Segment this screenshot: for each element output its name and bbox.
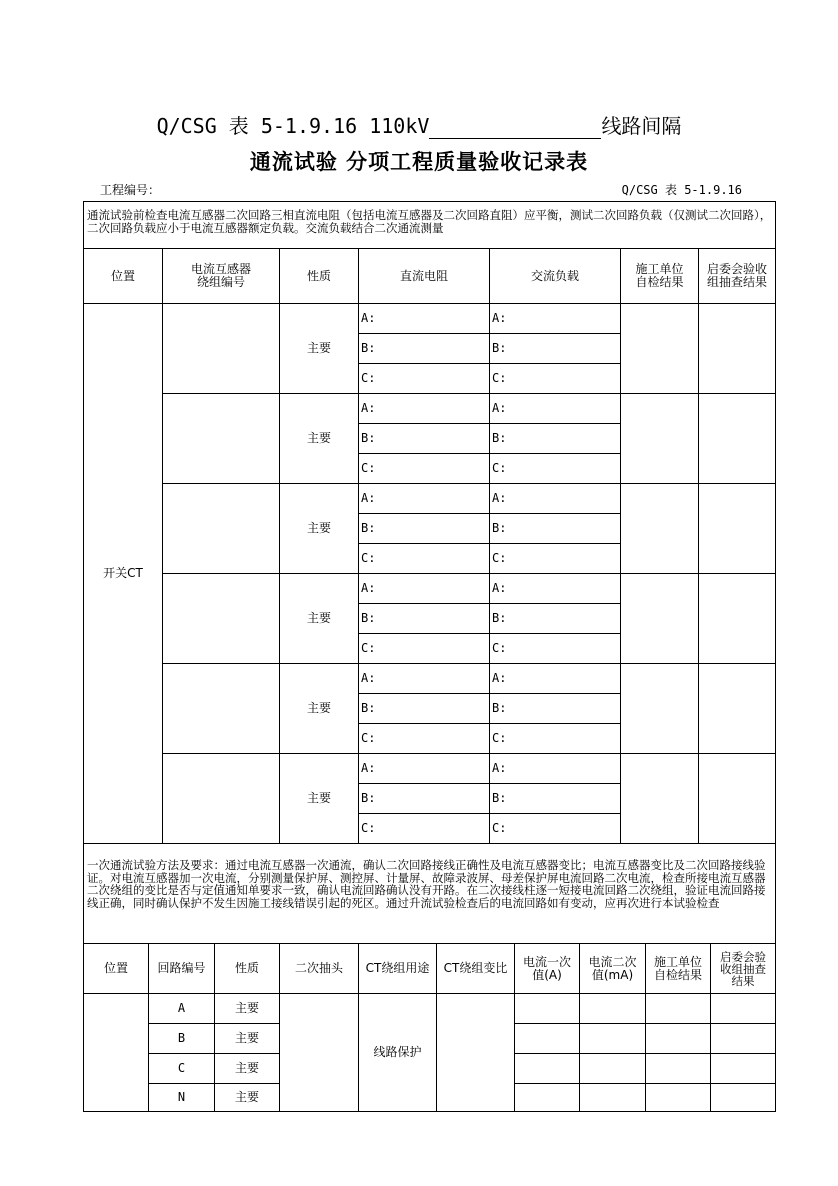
self-check-cell[interactable] [621,574,699,664]
s2-header-secondary-current: 电流二次 值(mA) [580,944,646,994]
s2-self-check-cell[interactable] [646,1024,711,1054]
s2-nature-cell: 主要 [215,1084,280,1111]
ac-load-c-cell[interactable]: C: [490,454,621,484]
header-winding-no: 电流互感器 绕组编号 [163,249,280,304]
form-code: Q/CSG 表 5-1.9.16 [621,183,742,197]
section1-instruction: 通流试验前检查电流互感器二次回路三相直流电阻（包括电流互感器及二次回路直阻）应平衡，测试二次回路负载（仅测试二次回路），二次回路负载应小于电流互感器额定负载。交流负载结合二次通流测量 [87,208,772,235]
project-number-label: 工程编号： [100,183,161,197]
sample-check-cell[interactable] [699,394,775,484]
form-subtitle: 通流试验 分项工程质量验收记录表 [249,150,589,174]
section2-instruction: 一次通流试验方法及要求：通过电流互感器一次通流，确认二次回路接线正确性及电流互感器变比；电流互感器变比及二次回路接线验证。对电流互感器加一次电流，分别测量保护屏、测控屏、计量屏、故障录波屏、母差保护屏电流回路二次电流，检查所接电流互感器二次绕组的变比是否与定值通知单要求一致，确认电流回路确认没有开路。在二次接线柱逐一短接电流回路二次绕组，验证电流回路接线正确，同时确认保护不发生因施工接线错误引起的死区。通过升流试验检查后的电流回路如有变动，应再次进行本试验检查 [87,858,766,910]
s2-header-ct-usage: CT绕组用途 [359,944,437,994]
dc-resistance-c-cell[interactable]: C: [359,364,490,394]
winding-no-cell[interactable] [163,394,280,484]
secondary-current-cell[interactable] [580,994,646,1024]
sample-check-cell[interactable] [699,304,775,394]
s2-ct-ratio-cell[interactable] [437,994,515,1111]
s2-nature-cell: 主要 [215,1024,280,1054]
dc-resistance-b-cell[interactable]: B: [359,424,490,454]
header-sample-check: 启委会验收 组抽查结果 [699,249,775,304]
dc-resistance-b-cell[interactable]: B: [359,694,490,724]
dc-resistance-c-cell[interactable]: C: [359,634,490,664]
ac-load-a-cell[interactable]: A: [490,394,621,424]
ac-load-a-cell[interactable]: A: [490,664,621,694]
nature-cell: 主要 [280,574,359,664]
self-check-cell[interactable] [621,664,699,754]
header-dc-resistance: 直流电阻 [359,249,490,304]
header-self-check: 施工单位 自检结果 [621,249,699,304]
ac-load-a-cell[interactable]: A: [490,754,621,784]
ac-load-c-cell[interactable]: C: [490,364,621,394]
section1-instruction-box [84,202,775,249]
s2-header-ct-ratio: CT绕组变比 [437,944,515,994]
position-cell: 开关CT [84,304,163,844]
nature-cell: 主要 [280,484,359,574]
ac-load-b-cell[interactable]: B: [490,334,621,364]
s2-sample-check-cell[interactable] [711,994,775,1024]
s2-secondary-terminal-cell[interactable] [280,994,359,1111]
self-check-cell[interactable] [621,304,699,394]
dc-resistance-a-cell[interactable]: A: [359,394,490,424]
winding-no-cell[interactable] [163,664,280,754]
form-title-prefix: Q/CSG 表 5-1.9.16 110kV [156,114,430,138]
s2-self-check-cell[interactable] [646,1054,711,1084]
s2-header-self-check: 施工单位 自检结果 [646,944,711,994]
s2-sample-check-cell[interactable] [711,1084,775,1111]
ac-load-c-cell[interactable]: C: [490,544,621,574]
s2-sample-check-cell[interactable] [711,1054,775,1084]
s2-nature-cell: 主要 [215,1054,280,1084]
loop-no-cell: N [149,1084,215,1111]
s2-sample-check-cell[interactable] [711,1024,775,1054]
dc-resistance-c-cell[interactable]: C: [359,544,490,574]
dc-resistance-b-cell[interactable]: B: [359,514,490,544]
dc-resistance-b-cell[interactable]: B: [359,604,490,634]
s2-position-cell[interactable] [84,994,149,1111]
s2-nature-cell: 主要 [215,994,280,1024]
ac-load-b-cell[interactable]: B: [490,694,621,724]
primary-current-cell[interactable] [515,994,580,1024]
record-table [83,201,776,1112]
dc-resistance-a-cell[interactable]: A: [359,664,490,694]
header-nature: 性质 [280,249,359,304]
ac-load-b-cell[interactable]: B: [490,784,621,814]
nature-cell: 主要 [280,304,359,394]
ac-load-b-cell[interactable]: B: [490,514,621,544]
primary-current-cell[interactable] [515,1084,580,1111]
s2-header-primary-current: 电流一次 值(A) [515,944,580,994]
winding-no-cell[interactable] [163,754,280,844]
s2-header-nature: 性质 [215,944,280,994]
sample-check-cell[interactable] [699,664,775,754]
secondary-current-cell[interactable] [580,1084,646,1111]
secondary-current-cell[interactable] [580,1054,646,1084]
dc-resistance-a-cell[interactable]: A: [359,304,490,334]
dc-resistance-b-cell[interactable]: B: [359,334,490,364]
winding-no-cell[interactable] [163,484,280,574]
self-check-cell[interactable] [621,394,699,484]
s2-header-loop-no: 回路编号 [149,944,215,994]
ac-load-a-cell[interactable]: A: [490,484,621,514]
form-title-suffix: 线路间隔 [601,114,682,138]
dc-resistance-b-cell[interactable]: B: [359,784,490,814]
ac-load-a-cell[interactable]: A: [490,304,621,334]
dc-resistance-a-cell[interactable]: A: [359,754,490,784]
ac-load-b-cell[interactable]: B: [490,604,621,634]
winding-no-cell[interactable] [163,574,280,664]
dc-resistance-c-cell[interactable]: C: [359,814,490,844]
secondary-current-cell[interactable] [580,1024,646,1054]
s2-ct-usage-cell: 线路保护 [359,994,437,1111]
ac-load-a-cell[interactable]: A: [490,574,621,604]
self-check-cell[interactable] [621,484,699,574]
ac-load-c-cell[interactable]: C: [490,814,621,844]
form-title [0,110,838,139]
loop-no-cell: B [149,1024,215,1054]
primary-current-cell[interactable] [515,1054,580,1084]
header-ac-load: 交流负载 [490,249,621,304]
winding-no-cell[interactable] [163,304,280,394]
header-position: 位置 [84,249,163,304]
nature-cell: 主要 [280,394,359,484]
primary-current-cell[interactable] [515,1024,580,1054]
s2-self-check-cell[interactable] [646,994,711,1024]
ac-load-b-cell[interactable]: B: [490,424,621,454]
s2-header-position: 位置 [84,944,149,994]
nature-cell: 主要 [280,664,359,754]
sample-check-cell[interactable] [699,484,775,574]
dc-resistance-c-cell[interactable]: C: [359,724,490,754]
line-name-blank[interactable] [429,116,601,139]
nature-cell: 主要 [280,754,359,844]
s2-self-check-cell[interactable] [646,1084,711,1111]
sample-check-cell[interactable] [699,754,775,844]
dc-resistance-a-cell[interactable]: A: [359,574,490,604]
s2-header-sample-check: 启委会验 收组抽查 结果 [711,944,775,994]
dc-resistance-a-cell[interactable]: A: [359,484,490,514]
self-check-cell[interactable] [621,754,699,844]
sample-check-cell[interactable] [699,574,775,664]
ac-load-c-cell[interactable]: C: [490,634,621,664]
dc-resistance-c-cell[interactable]: C: [359,454,490,484]
loop-no-cell: A [149,994,215,1024]
loop-no-cell: C [149,1054,215,1084]
ac-load-c-cell[interactable]: C: [490,724,621,754]
s2-header-secondary-terminal: 二次抽头 [280,944,359,994]
